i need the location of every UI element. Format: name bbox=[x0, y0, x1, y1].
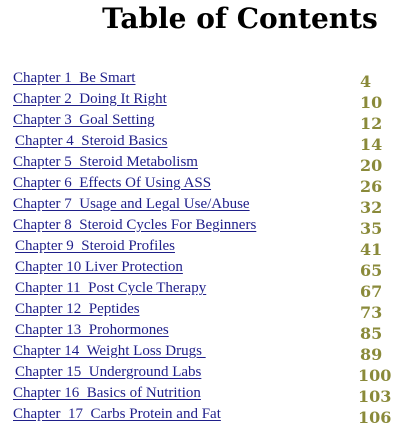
page-number: 14 bbox=[360, 135, 383, 154]
toc-entry bbox=[0, 133, 406, 154]
toc-entry bbox=[0, 175, 406, 196]
page-number: 20 bbox=[360, 156, 383, 175]
page-number: 4 bbox=[360, 72, 372, 91]
chapter-link[interactable]: Chapter 5 Steroid Metabolism bbox=[13, 154, 198, 170]
page-number: 106 bbox=[358, 408, 392, 427]
page-number: 35 bbox=[360, 219, 383, 238]
page-title: Table of Contents bbox=[102, 2, 378, 35]
page-number: 32 bbox=[360, 198, 383, 217]
toc-entry bbox=[0, 364, 406, 385]
chapter-link[interactable]: Chapter 14 Weight Loss Drugs bbox=[13, 343, 206, 359]
page-number: 26 bbox=[360, 177, 383, 196]
page-number: 73 bbox=[360, 303, 383, 322]
page-number: 12 bbox=[360, 114, 383, 133]
toc-entry bbox=[0, 196, 406, 217]
page-number: 65 bbox=[360, 261, 383, 280]
chapter-link[interactable]: Chapter 2 Doing It Right bbox=[13, 91, 167, 107]
page-number: 85 bbox=[360, 324, 383, 343]
chapter-link[interactable]: Chapter 3 Goal Setting bbox=[13, 112, 155, 128]
toc-entry bbox=[0, 238, 406, 259]
chapter-link[interactable]: Chapter 17 Carbs Protein and Fat bbox=[13, 406, 221, 422]
toc-entry bbox=[0, 217, 406, 238]
chapter-link[interactable]: Chapter 8 Steroid Cycles For Beginners bbox=[13, 217, 257, 233]
toc-entry bbox=[0, 112, 406, 133]
chapter-link[interactable]: Chapter 11 Post Cycle Therapy bbox=[15, 280, 207, 296]
toc-entry bbox=[0, 385, 406, 406]
toc-entry bbox=[0, 154, 406, 175]
page-number: 89 bbox=[360, 345, 383, 364]
chapter-link[interactable]: Chapter 9 Steroid Profiles bbox=[15, 238, 175, 254]
chapter-link[interactable]: Chapter 12 Peptides bbox=[15, 301, 140, 317]
chapter-link[interactable]: Chapter 15 Underground Labs bbox=[15, 364, 202, 380]
chapter-link[interactable]: Chapter 6 Effects Of Using ASS bbox=[13, 175, 212, 191]
chapter-link[interactable]: Chapter 13 Prohormones bbox=[15, 322, 169, 338]
toc-entry bbox=[0, 343, 406, 364]
toc-entry bbox=[0, 406, 406, 427]
page-number: 10 bbox=[360, 93, 383, 112]
toc-entry bbox=[0, 322, 406, 343]
toc-entry bbox=[0, 301, 406, 322]
page-number: 103 bbox=[358, 387, 392, 406]
toc-entry bbox=[0, 259, 406, 280]
chapter-link[interactable]: Chapter 16 Basics of Nutrition bbox=[13, 385, 201, 401]
page-number: 41 bbox=[360, 240, 383, 259]
chapter-link[interactable]: Chapter 4 Steroid Basics bbox=[15, 133, 168, 149]
page-number: 67 bbox=[360, 282, 383, 301]
chapter-link[interactable]: Chapter 10 Liver Protection bbox=[15, 259, 183, 275]
toc-entry bbox=[0, 280, 406, 301]
toc-entry bbox=[0, 70, 406, 91]
toc-entry bbox=[0, 91, 406, 112]
chapter-link[interactable]: Chapter 1 Be Smart bbox=[13, 70, 136, 86]
chapter-link[interactable]: Chapter 7 Usage and Legal Use/Abuse bbox=[13, 196, 250, 212]
page-number: 100 bbox=[358, 366, 392, 385]
